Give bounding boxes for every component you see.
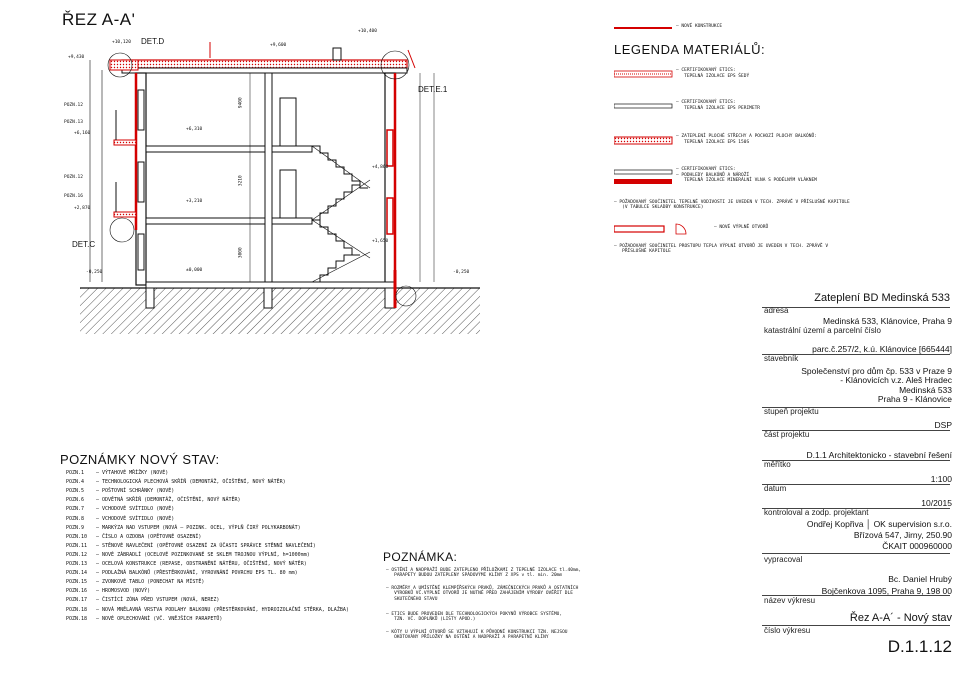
ground-hatch <box>80 288 480 334</box>
section-title: ŘEZ A-A' <box>62 10 136 29</box>
note-key: POZN.14 <box>66 570 88 577</box>
legend-note-1: – POŽADOVANÝ SOUČINITEL TEPELNÉ VODIVOSTI JE UVEDEN V TECH. ZPRÁVĚ V PŘÍSLUŠNÉ KAPITOLE (V TABULCE SKLADBY KONSTRUKCE) <box>614 200 850 211</box>
det-e1-label: DET.E.1 <box>418 85 448 94</box>
inner-wall <box>265 73 272 285</box>
address-label: adresa <box>764 306 789 315</box>
footing-mid <box>264 288 272 308</box>
elev-minus-left: -0,250 <box>86 270 103 275</box>
note-key: POZN.18 <box>66 606 88 613</box>
project-name: Zateplení BD Medinská 533 <box>814 292 950 304</box>
pozn12b-label: POZN.12 <box>64 175 83 180</box>
date-label: datum <box>764 484 787 493</box>
checked-label: kontroloval a zodp. projektant <box>764 508 869 517</box>
pozn16-label: POZN.16 <box>64 194 83 199</box>
legend-title: LEGENDA MATERIÁLŮ: <box>614 42 766 57</box>
elev-floor2: +6,310 <box>186 127 203 132</box>
note-row <box>66 570 298 576</box>
note-row <box>66 479 286 485</box>
remark-item-3: – ETICS BUDE PROVEDEN DLE TECHNOLOGICKÝCH POKYNŮ VÝROBCE SYSTÉMU, TZN. VČ. DOPLŇKŮ (LIŠTY APOD.) <box>386 612 563 623</box>
elev-parapet: +10,120 <box>112 40 131 45</box>
balcony-1 <box>114 212 136 217</box>
legend: – NOVÉ KONSTRUKCE LEGENDA MATERIÁLŮ: – CERTIFIKOVANÝ ETICS: TEPELNÁ IZOLACE EPS ŠEDÝ – CERTIFIKOVANÝ ETICS: TEPELNÁ IZOLACE EPS PERIMETR – ZATEPLENÍ PLOCHÉ STŘECHY A POCHOZÍ PLOCHY BALKÓNŮ: TEPELNÁ IZOLACE EPS 150S – CERTIFIKOVANÝ ETICS: – PODHLEDY BALKÓNŮ A NÁROŽÍ TEPELNÁ IZOLACE MINERÁLNÍ VLNA S PODÉLNÝM VLÁKNEM – POŽADOVANÝ SOUČINITEL TEPELNÉ VODIVOSTI JE UVEDEN V TECH. ZPRÁVĚ V PŘÍSLUŠNÉ KAPITOLE (V TABULCE SKLADBY KONSTRUKCE) – NOVÉ VÝPLNĚ OTVORŮ – POŽADOVANÝ SOUČINITEL PROSTUPU TEPLA VÝPLNÍ OTVORŮ JE UVEDEN V TECH. ZPRÁVĚ V PŘÍSLUŠNÉ KAPITOLE <box>614 24 850 255</box>
scale-value: 1:100 <box>930 474 952 484</box>
slab-2 <box>146 146 265 152</box>
roof-slab <box>122 68 407 73</box>
roof-insulation <box>122 60 407 68</box>
note-text: – VCHODOVÉ SVÍTIDLO (NOVÉ) <box>96 515 175 522</box>
elev-left1: +2,870 <box>74 206 91 211</box>
stair-flight-1b <box>312 220 360 255</box>
legend-note-2: – POŽADOVANÝ SOUČINITEL PROSTUPU TEPLA VÝPLNÍ OTVORŮ JE UVEDEN V TECH. ZPRÁVĚ V PŘÍSLUŠNÉ KAPITOLE <box>614 244 829 255</box>
door-2 <box>280 170 296 218</box>
note-row <box>66 616 222 622</box>
note-row <box>66 506 174 512</box>
dim-mid: 3210 <box>238 175 244 187</box>
investor-label: stavebník <box>764 354 799 363</box>
remark-item-2: – ROZMĚRY A UMÍSTĚNÍ KLEMPÍŘSKÝCH PRVKŮ, ZÁMEČNICKÝCH PRVKŮ A OSTATNÍCH VÝROBKŮ VČ.VÝPLNÍ OTVORŮ JE NUTNÉ PŘED ZAHÁJENÍM VÝROBY OVĚŘIT DLE SKUTEČNÉHO STAVU <box>386 586 579 602</box>
note-text: – ČÍSLO A OZDOBA (OPĚTOVNÉ OSAZENÍ) <box>96 533 202 540</box>
scale-label: měřítko <box>764 460 791 469</box>
pozn12a-label: POZN.12 <box>64 103 83 108</box>
author-value-1: Bc. Daniel Hrubý <box>888 574 952 584</box>
det-c-label: DET.C <box>72 240 96 249</box>
note-row <box>66 488 174 494</box>
drawing-name-label: název výkresu <box>764 596 816 605</box>
note-text: – POŠTOVNÍ SCHRÁNKY (NOVÉ) <box>96 488 175 495</box>
cadastre-value: parc.č.257/2, k.ú. Klánovice [665444] <box>812 344 952 354</box>
part-label: část projektu <box>764 430 810 439</box>
note-text: – ODVĚTNÁ SKŘÍŇ (DEMONTÁŽ, OČIŠTĚNÍ, NOVÝ NÁTĚR) <box>96 497 241 504</box>
drawing-no-label: číslo výkresu <box>764 626 811 635</box>
slab-1 <box>146 218 265 224</box>
footing-left <box>146 288 154 308</box>
investor-value-3: Medinská 533 <box>899 385 952 395</box>
note-row <box>66 497 241 503</box>
note-key: POZN.13 <box>66 561 88 567</box>
elev-minus-right: -0,250 <box>453 270 470 275</box>
note-key: POZN.6 <box>66 497 85 504</box>
investor-value-4: Praha 9 - Klánovice <box>877 394 952 404</box>
note-row <box>66 579 204 585</box>
window-1 <box>138 234 144 270</box>
cadastre-label: katastrální území a parcelní číslo <box>764 326 881 335</box>
investor-value-2: - Klánovicích v.z. Aleš Hradec <box>840 375 952 385</box>
dim-total: 9400 <box>238 97 244 109</box>
elev-top: +10,400 <box>358 29 377 34</box>
address-value: Medinská 533, Klánovice, Praha 9 <box>823 316 952 326</box>
elev-landing1: +4,860 <box>372 165 389 170</box>
stage-label: stupeň projektu <box>764 407 819 416</box>
note-text: – NOVÁ MNĚLAVNÁ VRSTVA PODLAHY BALKONU (PŘESTĚRKOVÁNÍ, HYDROIZOLAČNÍ STĚRKA, DLAŽBA) <box>96 606 349 613</box>
checked-value-3: ČKAIT 000960000 <box>882 541 952 551</box>
elev-floor1: +3,210 <box>186 199 203 204</box>
note-key: POZN.4 <box>66 479 85 486</box>
date-value: 10/2015 <box>921 498 952 508</box>
right-wall <box>385 73 395 285</box>
note-row <box>66 470 168 476</box>
elev-landing0: +1,650 <box>372 239 389 244</box>
roof-vent <box>333 48 341 60</box>
window-2 <box>138 162 144 202</box>
note-row <box>66 525 301 531</box>
note-key: POZN.11 <box>66 542 88 549</box>
note-text: – MARKÝZA NAD VSTUPEM (NOVÁ – POZINK. OCEL, VÝPLŇ ČIRÝ POLYKARBONÁT) <box>96 524 301 531</box>
note-row <box>66 552 310 558</box>
note-text: – NOVÉ ZÁBRADLÍ (OCELOVÉ POZINKOVANÉ SE SKLEM TROJNOU VÝPLNÍ, h=1000mm) <box>96 551 310 558</box>
note-text: – STĚNOVÉ NAVLEČENÍ (OPĚTOVNÉ OSAZENÍ ZA ÚČASTI SPRÁVCE STĚNNÍ NAVLEČENÍ) <box>96 542 316 549</box>
note-key: POZN.8 <box>66 515 85 522</box>
elev-ground: ±0,000 <box>186 268 203 273</box>
note-key: POZN.17 <box>66 597 88 604</box>
note-text: – VCHODOVÉ SVÍTIDLO (NOVÉ) <box>96 506 175 513</box>
note-key: POZN.18 <box>66 615 88 622</box>
author-label: vypracoval <box>764 555 803 564</box>
remark-title: POZNÁMKA: <box>383 550 458 564</box>
note-key: POZN.16 <box>66 588 88 595</box>
balcony-2 <box>114 140 136 145</box>
part-value: D.1.1 Architektonicko - stavební řešení <box>806 450 952 460</box>
note-text: – OCELOVÁ KONSTRUKCE (REPASE, ODSTRANĚNÍ NÁTĚRU, OČIŠTĚNÍ, NOVÝ NÁTĚR) <box>96 561 307 567</box>
note-text: – NOVÉ OPLECHOVÁNÍ (VČ. VNĚJŠÍCH PARAPETŮ) <box>96 615 223 622</box>
pozn13-label: POZN.13 <box>64 120 83 125</box>
note-key: POZN.15 <box>66 579 88 586</box>
note-text: – ČISTÍCÍ ZÓNA PŘED VSTUPEM (NOVÁ, NEREZ) <box>96 597 220 604</box>
drawing-no-value: D.1.1.12 <box>887 637 952 656</box>
note-key: POZN.5 <box>66 488 85 495</box>
note-text: – PODLAŽNÁ BALKÓNŮ (PŘESTĚRKOVÁNÍ, VYROVNÁNÍ POVRCHU EPS TL. 80 mm) <box>96 570 298 577</box>
investor-value-1: Společenství pro dům čp. 533 v Praze 9 <box>801 366 952 376</box>
window-r1 <box>387 198 393 234</box>
checked-value-2: Břízová 547, Jirny, 250.90 <box>853 530 952 540</box>
note-key: POZN.10 <box>66 533 88 540</box>
drawing-name-value: Řez A-A´ - Nový stav <box>849 612 952 624</box>
landing-2 <box>272 146 312 152</box>
elev-left2: +6,160 <box>74 131 91 136</box>
note-key: POZN.1 <box>66 470 85 476</box>
stage-value: DSP <box>934 420 952 430</box>
note-row <box>66 597 219 603</box>
note-row <box>66 534 201 540</box>
window-3 <box>138 90 144 130</box>
note-text: – HROMOSVOD (NOVÝ) <box>96 588 151 595</box>
note-text: – TECHNOLOGICKÁ PLECHOVÁ SKŘÍŇ (DEMONTÁŽ, OČIŠTĚNÍ, NOVÝ NÁTĚR) <box>96 479 286 486</box>
landing-1 <box>272 218 312 224</box>
section-drawing <box>50 30 480 340</box>
window-r2 <box>387 130 393 166</box>
elev-eave: +9,430 <box>68 55 85 60</box>
author-value-2: Bojčenkova 1095, Praha 9, 198 00 <box>821 586 952 596</box>
note-key: POZN.7 <box>66 506 85 513</box>
note-row <box>66 561 307 567</box>
note-row <box>66 516 174 522</box>
remark-item-4: – KÓTY U VÝPLNÍ OTVORŮ SE VZTAHUJÍ K PŮVODNÍ KONSTRUKCI TZN. NEJSOU OKÓTOVÁNY PŘÍLOŽKY NA OSTĚNÍ A NADPRAŽÍ A PARAPETNÍ KLÍNY <box>386 630 568 641</box>
note-row <box>66 543 316 549</box>
dim-low: 3000 <box>238 247 244 259</box>
det-d-label: DET.D <box>141 37 165 46</box>
title-block <box>762 292 952 662</box>
door-3 <box>280 98 296 146</box>
checked-value-1: Ondřej Kopřiva │ OK supervision s.r.o. <box>806 519 952 529</box>
note-key: POZN.12 <box>66 551 88 558</box>
note-key: POZN.9 <box>66 524 85 531</box>
note-row <box>66 607 349 613</box>
slab-0 <box>146 282 395 288</box>
remark-item-1: – OSTĚNÍ A NADPRAŽÍ BUDE ZATEPLENO PŘÍLOŽKAMI Z TEPELNÉ IZOLACE tl.40mm, PARAPETY BUDOU ZATEPLENY SPÁDOVÝMI KLÍNY Z XPS v tl. min. 20mm <box>386 568 582 579</box>
note-text: – VÝTAHOVÉ MŘÍŽKY (NOVÉ) <box>96 470 169 476</box>
note-row <box>66 588 150 594</box>
left-parapet <box>110 60 138 70</box>
notes-list <box>66 470 366 650</box>
note-text: – ZVONKOVÉ TABLO (PONECHAT NA MÍSTĚ) <box>96 579 205 586</box>
notes-title: POZNÁMKY NOVÝ STAV: <box>60 452 220 467</box>
elev-attic: +9,600 <box>270 43 287 48</box>
